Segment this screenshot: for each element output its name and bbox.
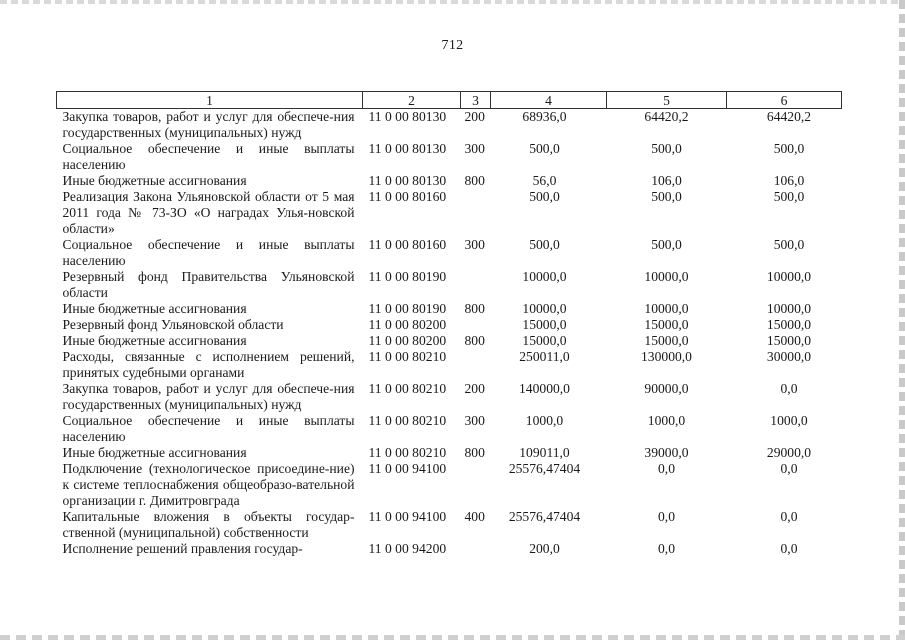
row-value-col-4: 10000,0 bbox=[522, 301, 567, 316]
row-name: Подключение (технологическое присоедине-ние) к системе теплоснабжения общеобразо-вательной организации г. Димитровграда bbox=[62, 461, 355, 508]
row-code: 11 0 00 80130 bbox=[368, 109, 447, 124]
header-row bbox=[57, 92, 842, 109]
row-code: 11 0 00 80210 bbox=[368, 381, 447, 396]
row-value-col-4: 25576,47404 bbox=[508, 461, 581, 476]
row-value-col-5: 10000,0 bbox=[644, 301, 689, 316]
row-name: Резервный фонд Ульяновской области bbox=[62, 317, 284, 332]
row-expense-type: 300 bbox=[464, 413, 485, 428]
header-col-1: 1 bbox=[57, 92, 363, 109]
table-row bbox=[57, 317, 842, 333]
row-value-col-6: 29000,0 bbox=[766, 445, 812, 460]
row-value-col-5: 39000,0 bbox=[644, 445, 689, 460]
table-row bbox=[57, 269, 842, 301]
row-value-col-6: 500,0 bbox=[773, 237, 805, 252]
row-value-col-5: 0,0 bbox=[658, 461, 675, 476]
table-row bbox=[57, 237, 842, 269]
row-expense-type: 200 bbox=[464, 109, 485, 124]
table-row bbox=[57, 349, 842, 381]
row-value-col-5: 15000,0 bbox=[644, 333, 689, 348]
row-code: 11 0 00 94100 bbox=[368, 461, 447, 476]
row-code: 11 0 00 94100 bbox=[368, 509, 447, 524]
budget-table bbox=[56, 91, 842, 557]
table-row bbox=[57, 301, 842, 317]
row-name: Исполнение решений правления государ- bbox=[62, 541, 303, 556]
row-value-col-6: 0,0 bbox=[780, 541, 798, 556]
row-code: 11 0 00 80200 bbox=[368, 317, 447, 332]
row-value-col-6: 1000,0 bbox=[770, 413, 808, 428]
row-expense-type: 300 bbox=[464, 237, 485, 252]
header-col-2: 2 bbox=[363, 92, 461, 109]
header-col-3: 3 bbox=[461, 92, 491, 109]
row-value-col-6: 0,0 bbox=[780, 381, 798, 396]
row-code: 11 0 00 94200 bbox=[368, 541, 447, 556]
row-expense-type: 800 bbox=[464, 301, 485, 316]
row-value-col-6: 15000,0 bbox=[766, 333, 812, 348]
row-value-col-4: 15000,0 bbox=[522, 333, 567, 348]
row-expense-type bbox=[461, 349, 491, 381]
budget-table-container bbox=[56, 91, 841, 557]
row-value-col-6: 64420,2 bbox=[766, 109, 812, 124]
row-code: 11 0 00 80210 bbox=[368, 413, 447, 428]
row-value-col-4: 200,0 bbox=[529, 541, 560, 556]
table-row bbox=[57, 461, 842, 509]
table-row bbox=[57, 141, 842, 173]
row-value-col-6: 500,0 bbox=[773, 141, 805, 156]
row-value-col-5: 500,0 bbox=[651, 237, 682, 252]
row-value-col-5: 1000,0 bbox=[647, 413, 686, 428]
row-name: Социальное обеспечение и иные выплаты населению bbox=[62, 237, 355, 268]
row-code: 11 0 00 80160 bbox=[368, 189, 447, 204]
table-row bbox=[57, 445, 842, 461]
row-value-col-5: 500,0 bbox=[651, 141, 682, 156]
row-value-col-5: 15000,0 bbox=[644, 317, 689, 332]
header-col-6: 6 bbox=[727, 92, 842, 109]
table-row bbox=[57, 381, 842, 413]
row-code: 11 0 00 80200 bbox=[368, 333, 447, 348]
scan-edge-bottom bbox=[0, 635, 905, 640]
row-code: 11 0 00 80130 bbox=[368, 173, 447, 188]
header-col-5: 5 bbox=[607, 92, 727, 109]
row-name: Социальное обеспечение и иные выплаты населению bbox=[62, 141, 355, 172]
row-value-col-5: 64420,2 bbox=[644, 109, 689, 124]
row-code: 11 0 00 80190 bbox=[368, 301, 447, 316]
row-code: 11 0 00 80210 bbox=[368, 349, 447, 364]
row-value-col-4: 10000,0 bbox=[522, 269, 567, 284]
row-value-col-4: 500,0 bbox=[529, 237, 560, 252]
row-expense-type bbox=[461, 317, 491, 333]
row-expense-type: 800 bbox=[464, 173, 485, 188]
row-value-col-4: 25576,47404 bbox=[508, 509, 581, 524]
row-value-col-4: 109011,0 bbox=[519, 445, 570, 460]
header-col-4: 4 bbox=[491, 92, 607, 109]
row-value-col-6: 10000,0 bbox=[766, 269, 812, 284]
table-row bbox=[57, 109, 842, 142]
row-expense-type bbox=[461, 541, 491, 557]
row-value-col-5: 130000,0 bbox=[641, 349, 692, 364]
row-value-col-5: 10000,0 bbox=[644, 269, 689, 284]
row-value-col-5: 0,0 bbox=[658, 541, 675, 556]
table-row bbox=[57, 189, 842, 237]
row-code: 11 0 00 80210 bbox=[368, 445, 447, 460]
row-value-col-5: 0,0 bbox=[658, 509, 675, 524]
row-value-col-5: 90000,0 bbox=[644, 381, 689, 396]
table-row bbox=[57, 413, 842, 445]
row-code: 11 0 00 80160 bbox=[368, 237, 447, 252]
table-row bbox=[57, 541, 842, 557]
row-expense-type: 200 bbox=[464, 381, 485, 396]
table-row bbox=[57, 333, 842, 349]
row-expense-type bbox=[461, 269, 491, 301]
row-value-col-6: 15000,0 bbox=[766, 317, 812, 332]
row-expense-type bbox=[461, 461, 491, 509]
row-value-col-4: 140000,0 bbox=[519, 381, 570, 396]
row-name: Реализация Закона Ульяновской области от 5 мая 2011 года № 73-ЗО «О наградах Улья-новской области» bbox=[62, 189, 355, 236]
row-name: Иные бюджетные ассигнования bbox=[62, 301, 247, 316]
row-value-col-6: 0,0 bbox=[780, 509, 798, 524]
row-value-col-6: 10000,0 bbox=[766, 301, 812, 316]
row-name: Иные бюджетные ассигнования bbox=[62, 173, 247, 188]
row-expense-type bbox=[461, 189, 491, 237]
row-code: 11 0 00 80130 bbox=[368, 141, 447, 156]
row-value-col-4: 500,0 bbox=[529, 189, 560, 204]
table-body bbox=[57, 109, 842, 558]
row-name: Расходы, связанные с исполнением решений, принятых судебными органами bbox=[62, 349, 355, 380]
row-expense-type: 800 bbox=[464, 333, 485, 348]
row-value-col-4: 15000,0 bbox=[522, 317, 567, 332]
row-expense-type: 800 bbox=[464, 445, 485, 460]
row-value-col-6: 30000,0 bbox=[766, 349, 812, 364]
row-value-col-4: 500,0 bbox=[529, 141, 560, 156]
row-value-col-5: 106,0 bbox=[651, 173, 682, 188]
row-value-col-4: 1000,0 bbox=[525, 413, 564, 428]
table-row bbox=[57, 509, 842, 541]
row-value-col-5: 500,0 bbox=[651, 189, 682, 204]
row-value-col-4: 250011,0 bbox=[519, 349, 570, 364]
row-name: Закупка товаров, работ и услуг для обеспече-ния государственных (муниципальных) нужд bbox=[62, 109, 355, 140]
row-code: 11 0 00 80190 bbox=[368, 269, 447, 284]
scan-edge-top bbox=[0, 0, 905, 4]
row-value-col-4: 56,0 bbox=[532, 173, 557, 188]
row-name: Закупка товаров, работ и услуг для обеспече-ния государственных (муниципальных) нужд bbox=[62, 381, 355, 412]
row-value-col-6: 106,0 bbox=[773, 173, 805, 188]
scan-edge-right bbox=[899, 0, 905, 640]
row-name: Социальное обеспечение и иные выплаты населению bbox=[62, 413, 355, 444]
row-value-col-4: 68936,0 bbox=[522, 109, 567, 124]
row-name: Иные бюджетные ассигнования bbox=[62, 445, 247, 460]
row-name: Иные бюджетные ассигнования bbox=[62, 333, 247, 348]
row-name: Резервный фонд Правительства Ульяновской области bbox=[62, 269, 355, 300]
row-value-col-6: 0,0 bbox=[780, 461, 798, 476]
page-number: 712 bbox=[441, 38, 464, 53]
row-expense-type: 300 bbox=[464, 141, 485, 156]
table-header bbox=[57, 92, 842, 109]
row-name: Капитальные вложения в объекты государ-ственной (муниципальной) собственности bbox=[62, 509, 355, 540]
row-value-col-6: 500,0 bbox=[773, 189, 805, 204]
table-row bbox=[57, 173, 842, 189]
row-expense-type: 400 bbox=[464, 509, 485, 524]
